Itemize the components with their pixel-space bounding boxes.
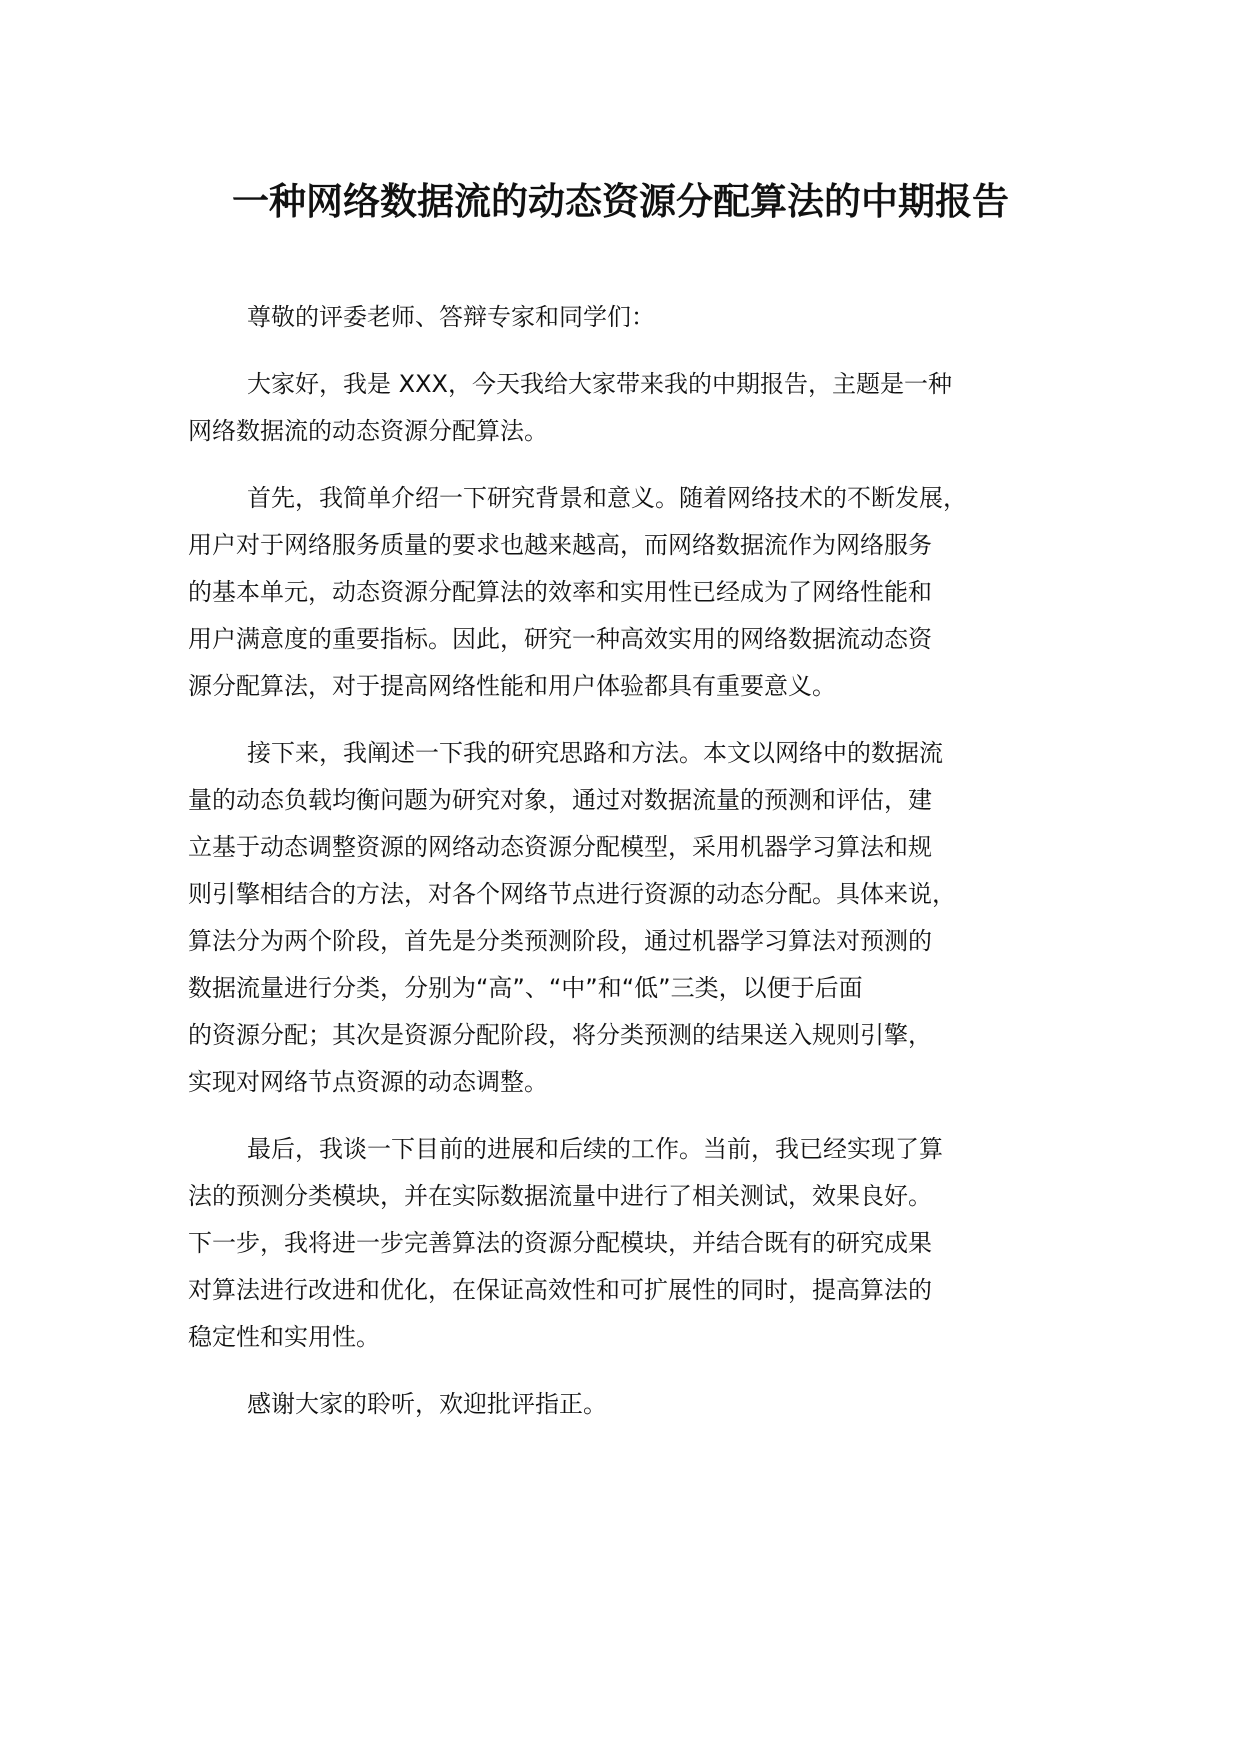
paragraph-line: 的资源分配；其次是资源分配阶段，将分类预测的结果送入规则引擎， [188,1021,932,1049]
paragraph-line: 的基本单元，动态资源分配算法的效率和实用性已经成为了网络性能和 [188,578,932,606]
paragraph-line: 对算法进行改进和优化，在保证高效性和可扩展性的同时，提高算法的 [188,1276,932,1304]
paragraph-progress [188,1126,1088,1361]
document-title: 一种网络数据流的动态资源分配算法的中期报告 [232,180,1009,223]
paragraph-line: 算法分为两个阶段，首先是分类预测阶段，通过机器学习算法对预测的 [188,927,932,955]
paragraph-line: 量的动态负载均衡问题为研究对象，通过对数据流量的预测和评估，建 [188,786,932,814]
paragraph-line: 数据流量进行分类，分别为“高”、“中”和“低”三类，以便于后面 [188,974,863,1002]
paragraph-background [188,475,1088,710]
paragraph-line: 感谢大家的聆听，欢迎批评指正。 [247,1390,607,1418]
paragraph-line: 稳定性和实用性。 [188,1323,380,1351]
paragraph-closing [188,1381,1088,1428]
document-body [188,294,1088,1448]
paragraph-line: 用户满意度的重要指标。因此，研究一种高效实用的网络数据流动态资 [188,625,932,653]
paragraph-line: 最后，我谈一下目前的进展和后续的工作。当前，我已经实现了算 [247,1135,943,1163]
paragraph-line: 大家好，我是 XXX，今天我给大家带来我的中期报告，主题是一种 [247,370,952,398]
paragraph-method [188,730,1088,1106]
paragraph-line: 用户对于网络服务质量的要求也越来越高，而网络数据流作为网络服务 [188,531,932,559]
paragraph-line: 首先，我简单介绍一下研究背景和意义。随着网络技术的不断发展， [247,484,967,512]
paragraph-greeting [188,294,1088,341]
paragraph-line: 源分配算法，对于提高网络性能和用户体验都具有重要意义。 [188,672,836,700]
paragraph-line: 尊敬的评委老师、答辩专家和同学们： [247,303,655,331]
paragraph-line: 则引擎相结合的方法，对各个网络节点进行资源的动态分配。具体来说， [188,880,956,908]
paragraph-line: 法的预测分类模块，并在实际数据流量中进行了相关测试，效果良好。 [188,1182,932,1210]
paragraph-line: 下一步，我将进一步完善算法的资源分配模块，并结合既有的研究成果 [188,1229,932,1257]
paragraph-line: 实现对网络节点资源的动态调整。 [188,1068,548,1096]
paragraph-line: 立基于动态调整资源的网络动态资源分配模型，采用机器学习算法和规 [188,833,932,861]
paragraph-line: 接下来，我阐述一下我的研究思路和方法。本文以网络中的数据流 [247,739,943,767]
paragraph-intro [188,361,1088,455]
paragraph-line: 网络数据流的动态资源分配算法。 [188,417,548,445]
